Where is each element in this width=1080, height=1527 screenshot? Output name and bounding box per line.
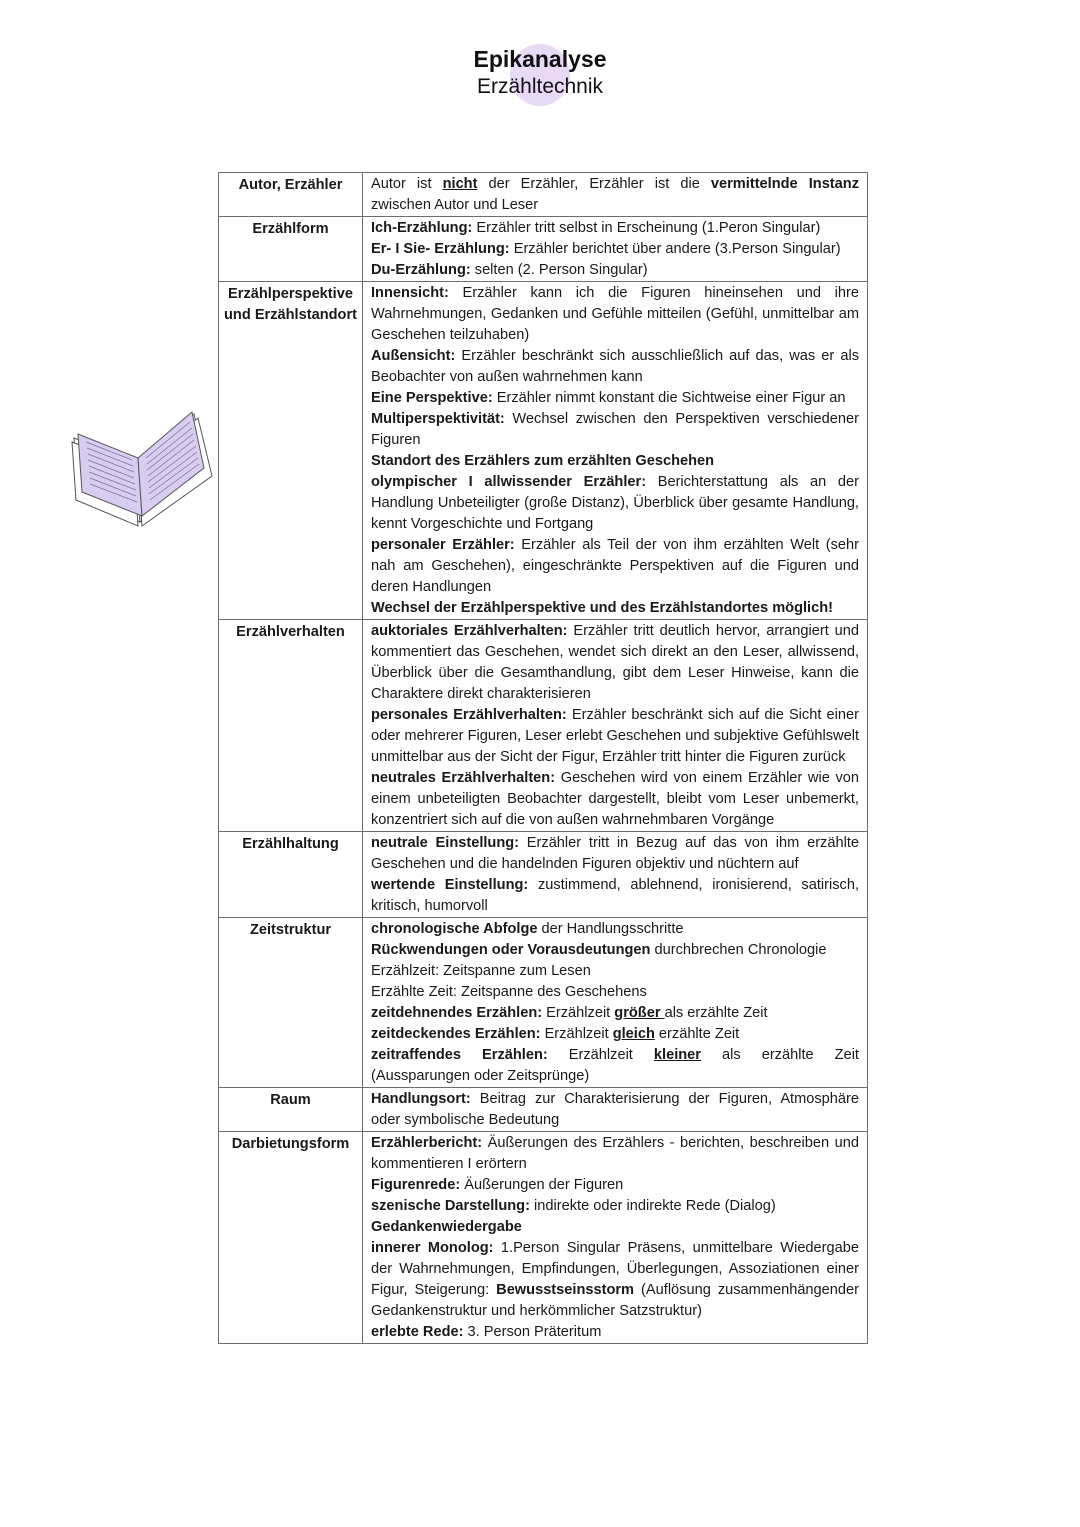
table-row [219,282,868,620]
description-line: wertende Einstellung: zustimmend, ablehnend, ironisierend, satirisch, kritisch, humorvoll [371,877,859,914]
table-row [219,173,868,217]
description-line: szenische Darstellung: indirekte oder indirekte Rede (Dialog) [371,1198,776,1214]
description-cell [363,918,868,1088]
page-subtitle: Erzähltechnik [476,75,604,98]
description-line: Innensicht: Erzähler kann ich die Figuren hineinsehen und ihre Wahrnehmungen, Gedanken und Gefühle mitteilen (Gefühl, unmittelbar am Geschehen teilzuhaben) [371,285,859,343]
description-line: Du-Erzählung: selten (2. Person Singular) [371,262,648,278]
open-book-icon [66,410,216,530]
description-line: personaler Erzähler: Erzähler als Teil der von ihm erzählten Welt (sehr nah am Geschehen), eingeschränkte Perspektiven auf die Figuren und deren Handlungen [371,537,859,595]
description-cell [363,173,868,217]
page-title: Epikanalyse [473,46,607,72]
description-line: personales Erzählverhalten: Erzähler beschränkt sich auf die Sicht einer oder mehrerer Figuren, Leser erlebt Geschehen und subjektive Gefühlswelt unmittelbar aus der Sicht der Figur, Erzähler tritt hinter die Figuren zurück [371,707,859,765]
description-cell [363,832,868,918]
description-line: Außensicht: Erzähler beschränkt sich ausschließlich auf das, was er als Beobachter von außen wahrnehmen kann [371,348,859,385]
epik-table [218,172,868,1344]
term-cell: Erzählverhalten [219,620,363,832]
term-cell: Raum [219,1088,363,1132]
description-line: olympischer I allwissender Erzähler: Berichterstattung als an der Handlung Unbeteiligter (große Distanz), Überblick über gesamte Handlung, kennt Vorgeschichte und Fortgang [371,474,859,532]
term-cell: Erzählhaltung [219,832,363,918]
term-cell: Autor, Erzähler [219,173,363,217]
description-line: Erzählzeit: Zeitspanne zum Lesen [371,963,591,979]
description-line: auktoriales Erzählverhalten: Erzähler tritt deutlich hervor, arrangiert und kommentiert das Geschehen, wendet sich direkt an den Leser, allwissend, Überblick über die Gesamthandlung, gibt dem Leser Hinweise, kann die Charaktere direkt charakterisieren [371,623,859,702]
table-row [219,832,868,918]
table-row [219,620,868,832]
term-cell: Erzählperspektive und Erzählstandort [219,282,363,620]
term-cell: Darbietungsform [219,1132,363,1344]
table-row [219,217,868,282]
description-line: Figurenrede: Äußerungen der Figuren [371,1177,624,1193]
description-line: Autor ist nicht der Erzähler, Erzähler ist die vermittelnde Instanz zwischen Autor und Leser [371,176,859,213]
description-line: zeitdehnendes Erzählen: Erzählzeit größer als erzählte Zeit [371,1005,768,1021]
page-header [0,44,1080,100]
term-cell: Erzählform [219,217,363,282]
table-row [219,1132,868,1344]
description-cell [363,620,868,832]
description-line: erlebte Rede: 3. Person Präteritum [371,1324,602,1340]
description-line: Standort des Erzählers zum erzählten Geschehen [371,453,715,469]
description-cell [363,1088,868,1132]
description-line: neutrale Einstellung: Erzähler tritt in Bezug auf das von ihm erzählte Geschehen und die handelnden Figuren objektiv und nüchtern auf [371,835,859,872]
description-line: innerer Monolog: 1.Person Singular Präsens, unmittelbare Wiedergabe der Wahrnehmungen, Empfindungen, Überlegungen, Assoziationen einer Figur, Steigerung: Bewusstseinsstorm (Auflösung zusammenhängender Gedankenstruktur und herkömmlicher Satzstruktur) [371,1240,859,1319]
description-line: Gedankenwiedergabe [371,1219,522,1235]
description-cell [363,1132,868,1344]
description-line: chronologische Abfolge der Handlungsschritte [371,921,684,937]
description-cell [363,282,868,620]
description-line: Ich-Erzählung: Erzähler tritt selbst in Erscheinung (1.Peron Singular) [371,220,821,236]
description-line: Multiperspektivität: Wechsel zwischen den Perspektiven verschiedener Figuren [371,411,859,448]
description-line: Handlungsort: Beitrag zur Charakterisierung der Figuren, Atmosphäre oder symbolische Bedeutung [371,1091,859,1128]
description-line: Erzählerbericht: Äußerungen des Erzählers - berichten, beschreiben und kommentieren I erörtern [371,1135,859,1172]
description-line: Rückwendungen oder Vorausdeutungen durchbrechen Chronologie [371,942,827,958]
description-line: neutrales Erzählverhalten: Geschehen wird von einem Erzähler wie von einem unbeteiligten Beobachter dargestellt, bleibt vom Leser unbemerkt, konzentriert sich auf die von außen wahrnehmbaren Vorgänge [371,770,859,828]
description-cell [363,217,868,282]
description-line: zeitraffendes Erzählen: Erzählzeit kleiner als erzählte Zeit (Aussparungen oder Zeitsprünge) [371,1047,859,1084]
description-line: zeitdeckendes Erzählen: Erzählzeit gleich erzählte Zeit [371,1026,740,1042]
term-cell: Zeitstruktur [219,918,363,1088]
description-line: Er- I Sie- Erzählung: Erzähler berichtet über andere (3.Person Singular) [371,241,841,257]
table-row [219,1088,868,1132]
description-line: Eine Perspektive: Erzähler nimmt konstant die Sichtweise einer Figur an [371,390,846,406]
table-row [219,918,868,1088]
description-line: Erzählte Zeit: Zeitspanne des Geschehens [371,984,647,1000]
description-line: Wechsel der Erzählperspektive und des Erzählstandortes möglich! [371,600,833,616]
